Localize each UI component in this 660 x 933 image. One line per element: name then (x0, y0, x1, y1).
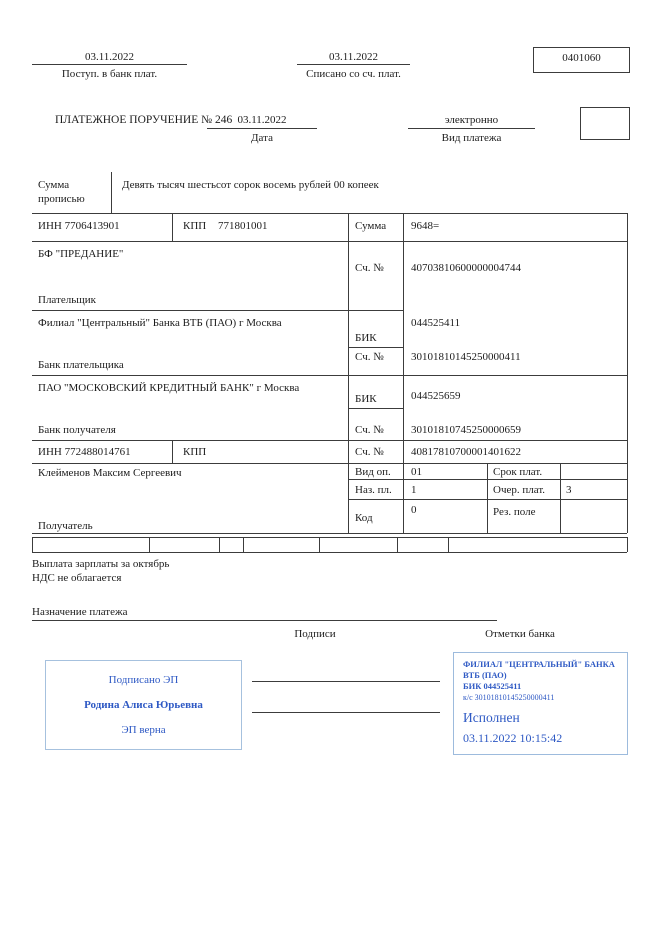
table-line (627, 537, 628, 552)
table-line (172, 440, 173, 463)
debited-date-underline (297, 64, 410, 65)
payee-bank-bik: 044525659 (411, 390, 461, 402)
pay-term-label: Срок плат. (493, 466, 543, 478)
payee-bank-account: 30101810745250000659 (411, 424, 521, 436)
table-line (32, 375, 627, 376)
document-date-label: Дата (251, 132, 273, 144)
payer-bank-account: 30101810145250000411 (411, 351, 521, 363)
payer-name: БФ "ПРЕДАНИЕ" (38, 248, 124, 260)
purpose-section-label: Назначение платежа (32, 606, 128, 618)
payee-account-label: Сч. № (355, 446, 384, 458)
bank-execution-stamp (453, 652, 628, 755)
status-field-box (580, 107, 630, 140)
payee-account: 40817810700001401622 (411, 446, 521, 458)
reserve-label: Рез. поле (493, 506, 536, 518)
table-line (403, 213, 404, 533)
signature-line-1 (252, 681, 440, 682)
table-line (32, 463, 627, 464)
payee-section-label: Получатель (38, 520, 93, 532)
purpose-line-2: НДС не облагается (32, 572, 122, 584)
amount-words-value: Девять тысяч шестьсот сорок восемь рублей 00 копеек (122, 179, 379, 191)
table-line (32, 440, 627, 441)
code-label: Код (355, 512, 373, 524)
priority-value: 3 (566, 484, 572, 496)
table-line (172, 213, 173, 241)
payer-bank-bik-label: БИК (355, 332, 377, 344)
e-signature-stamp-line-3: ЭП верна (121, 724, 166, 736)
bank-stamp-line-3: БИК 044525411 (463, 681, 522, 691)
table-line (149, 537, 150, 552)
table-line (32, 241, 627, 242)
payment-kind: электронно (444, 114, 499, 126)
payer-bank-section-label: Банк плательщика (38, 359, 124, 371)
payer-bank-name: Филиал "Центральный" Банка ВТБ (ПАО) г Москва (38, 317, 282, 329)
payer-kpp-value: 771801001 (218, 220, 268, 232)
payment-kind-label: Вид платежа (441, 132, 502, 144)
code-value: 0 (411, 504, 417, 516)
payer-kpp-label: КПП (183, 220, 207, 232)
amount-words-label-1: Сумма (38, 179, 70, 191)
document-title: ПЛАТЕЖНОЕ ПОРУЧЕНИЕ № 246 (55, 114, 233, 126)
payee-bank-section-label: Банк получателя (38, 424, 116, 436)
table-line (348, 347, 403, 348)
table-line (560, 463, 561, 533)
bank-stamp-status: Исполнен (463, 710, 520, 725)
priority-label: Очер. плат. (493, 484, 546, 496)
payer-inn: ИНН 7706413901 (38, 220, 120, 232)
tax-fields-strip (32, 537, 627, 553)
payer-account: 40703810600000004744 (411, 262, 521, 274)
table-line (448, 537, 449, 552)
signatures-label: Подписи (294, 628, 336, 640)
op-type-label: Вид оп. (355, 466, 391, 478)
payee-bank-account-label: Сч. № (355, 424, 384, 436)
bank-stamp-datetime: 03.11.2022 10:15:42 (463, 731, 563, 745)
purpose-code-label: Наз. пл. (355, 484, 392, 496)
payee-kpp-label: КПП (183, 446, 207, 458)
table-line (243, 537, 244, 552)
table-line (487, 463, 488, 533)
table-line (348, 408, 403, 409)
document-date: 03.11.2022 (237, 114, 287, 126)
debited-date-label: Списано со сч. плат. (306, 68, 401, 80)
payee-bank-bik-label: БИК (355, 393, 377, 405)
sum-value: 9648= (411, 220, 440, 232)
bank-stamp-line-1: ФИЛИАЛ "ЦЕНТРАЛЬНЫЙ" БАНКА (463, 659, 615, 669)
table-line (219, 537, 220, 552)
e-signature-stamp-line-1: Подписано ЭП (108, 674, 179, 686)
payment-kind-underline (408, 128, 535, 129)
table-line (32, 213, 627, 214)
bank-marks-label: Отметки банка (485, 628, 555, 640)
signature-line-2 (252, 712, 440, 713)
bank-stamp-line-2: ВТБ (ПАО) (463, 670, 507, 680)
e-signature-stamp (45, 660, 242, 750)
payer-bank-bik: 044525411 (411, 317, 461, 329)
purpose-underline (32, 620, 497, 621)
table-line (32, 533, 627, 534)
received-date-label: Поступ. в банк плат. (61, 68, 158, 80)
table-line (348, 213, 349, 533)
table-line (319, 537, 320, 552)
document-date-underline (207, 128, 317, 129)
bank-stamp-line-4: к/с 30101810145250000411 (463, 693, 555, 702)
purpose-line-1: Выплата зарплаты за октябрь (32, 558, 170, 570)
payee-name: Клейменов Максим Сергеевич (38, 467, 182, 479)
received-date-underline (32, 64, 187, 65)
purpose-code-value: 1 (411, 484, 417, 496)
sum-label: Сумма (355, 220, 387, 232)
table-line (32, 537, 33, 552)
form-code-box (533, 47, 630, 73)
form-code: 0401060 (562, 52, 601, 64)
received-date: 03.11.2022 (84, 51, 135, 63)
payer-section-label: Плательщик (38, 294, 96, 306)
op-type-value: 01 (411, 466, 422, 478)
table-line (627, 213, 628, 533)
payee-inn: ИНН 772488014761 (38, 446, 131, 458)
debited-date: 03.11.2022 (328, 51, 379, 63)
payer-account-label: Сч. № (355, 262, 384, 274)
e-signature-stamp-name: Родина Алиса Юрьевна (84, 699, 203, 711)
table-line (397, 537, 398, 552)
payer-bank-account-label: Сч. № (355, 351, 384, 363)
table-line (111, 172, 112, 213)
amount-words-label-2: прописью (38, 193, 85, 205)
payee-bank-name: ПАО "МОСКОВСКИЙ КРЕДИТНЫЙ БАНК" г Москва (38, 382, 300, 394)
